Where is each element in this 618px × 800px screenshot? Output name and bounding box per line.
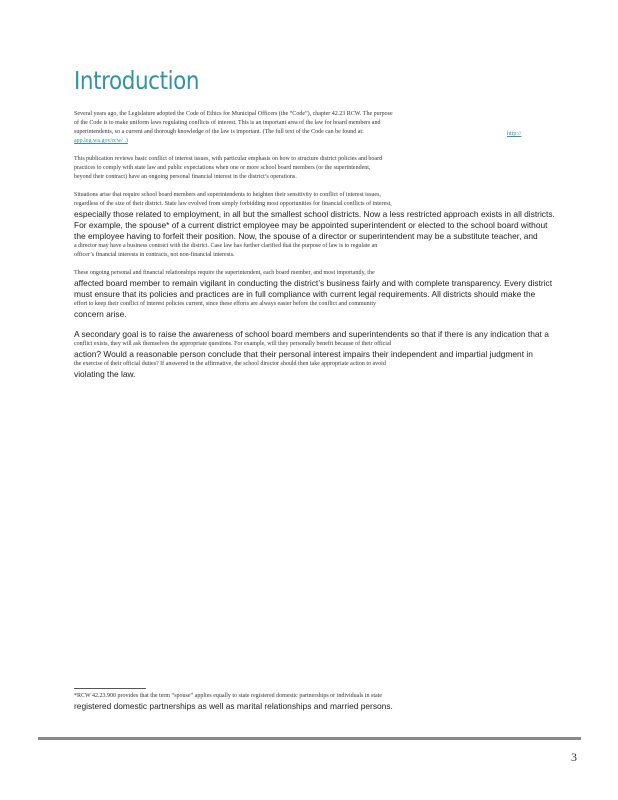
page-title: Introduction [74,66,200,95]
text-line: action? Would a reasonable person conclude that their personal interest impairs their independent and impartial judgment in [74,349,533,359]
footnote-divider [74,688,146,689]
text-line: the exercise of their official duties? If answered in the affirmative, the school director should then take appropriate action to avoid [74,361,386,367]
text-line: conflict exists, they will ask themselves the appropriate questions. For example, will they personally benefit because of their official [74,341,392,347]
text-line: Several years ago, the Legislature adopted the Code of Ethics for Municipal Officers (the “Code”), chapter 42.23 RCW. The purpose [74,111,393,117]
text-line: effort to keep their conflict of interest policies current, since these efforts are always easier before the conflict and community [74,301,376,307]
text-line: superintendents, so a current and thorough knowledge of the law is important. (The full text of the Code can be found at: [74,129,364,135]
body-text [74,110,555,389]
text-line: of the Code is to make uniform laws regulating conflicts of interest. This is an important area of the law for board members and [74,120,381,126]
code-link-prefix[interactable]: http:// [507,131,522,137]
text-line: affected board member to remain vigilant in conducting the district’s business fairly and with complete transparency. Every district [74,278,553,288]
footnote-line: *RCW 42.23.900 provides that the term “spouse” applies equally to state registered domestic partnerships or individuals in state [74,693,382,699]
text-line: This publication reviews basic conflict of interest issues, with particular emphasis on how to structure district policies and board [74,156,383,162]
paragraph [74,155,544,182]
paragraph [74,110,544,146]
text-line: These ongoing personal and financial relationships require the superintendent, each board member, and most importantly, the [74,270,375,276]
footnote-line: registered domestic partnerships as well as marital relationships and married persons. [74,701,393,711]
text-line: beyond their contract) have an ongoing personal financial interest in the district’s operations. [74,174,297,180]
page-number: 3 [571,750,577,764]
text-line: regardless of the size of their district. State law evolved from simply forbidding most opportunities for financial conflicts of interest, [74,201,392,207]
paragraph [74,269,553,320]
footer-rule [38,737,581,740]
text-line: concern arise. [74,309,127,319]
text-line: Situations arise that require school board members and superintendents to heighten their sensitivity to conflict of interest issues, [74,192,381,198]
text-line: A secondary goal is to raise the awareness of school board members and superintendents so that if there is any indication that a [74,329,549,339]
text-line: practices to comply with state law and public expectations when one or more school board members (or the superintendent, [74,165,371,171]
text-line: a director may have a business contract with the district. Case law has further clarified that the purpose of law is to regulate an [74,243,378,249]
footnote [74,692,544,712]
text-line: violating the law. [74,369,136,379]
text-line: For example, the spouse* of a current district employee may be appointed superintendent or elected to the school board without [74,220,548,230]
text-line: especially those related to employment, in all but the smallest school districts. Now a less restricted approach exists in all districts. [74,209,555,219]
text-line: must ensure that its policies and practices are in full compliance with current legal requirements. All districts should make the [74,289,536,299]
paragraph [74,191,555,260]
paragraph [74,329,549,380]
code-link[interactable]: app.leg.wa.gov/rcw/ .) [74,138,128,144]
text-line: officer’s financial interests in contracts, not non-financial interests. [74,252,235,258]
text-line: the employee having to forfeit their position. Now, the spouse of a director or superintendent may be a substitute teacher, and [74,231,538,241]
